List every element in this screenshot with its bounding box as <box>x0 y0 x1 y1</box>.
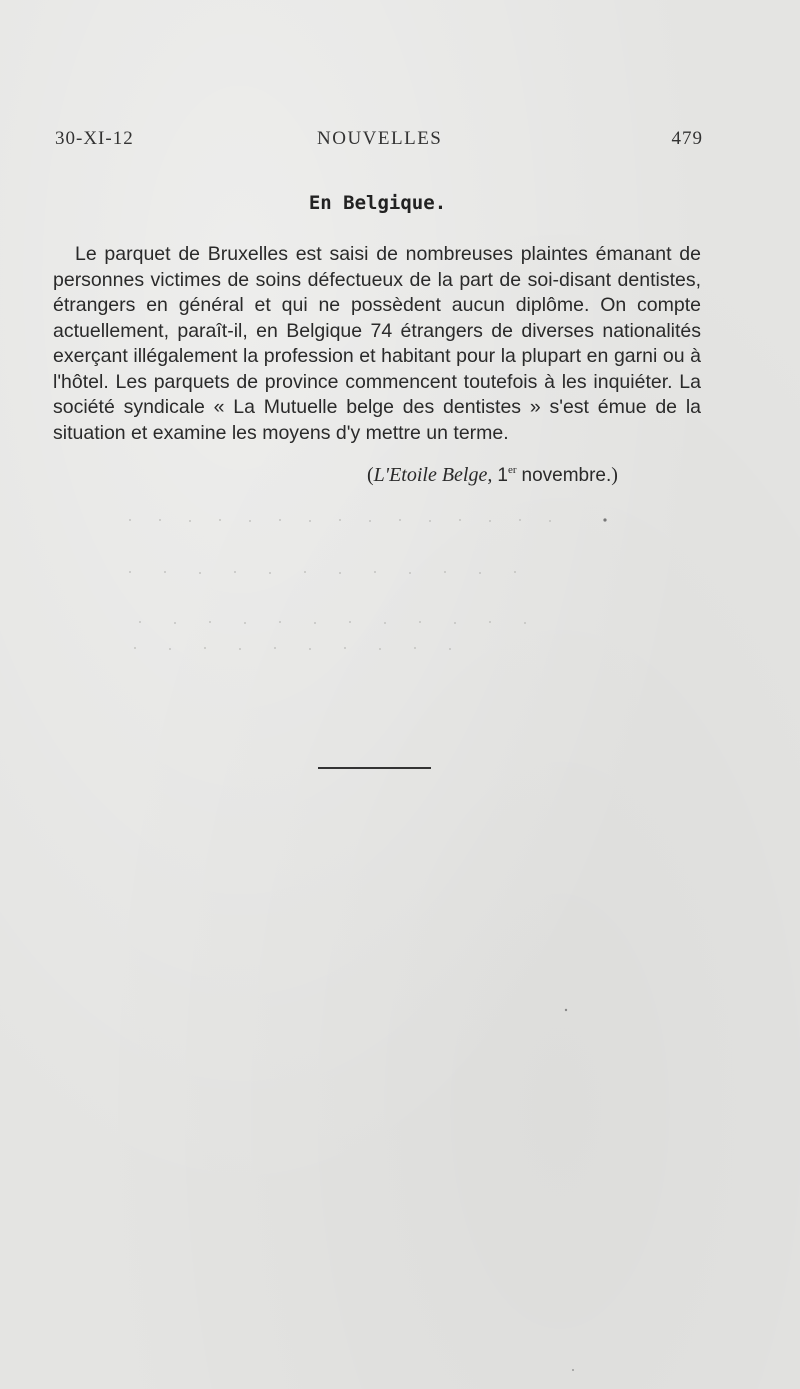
source-open-paren: ( <box>367 464 374 486</box>
source-publication: L'Etoile Belge, <box>373 464 493 486</box>
issue-date: 30-XI-12 <box>55 128 134 149</box>
source-month: novembre. <box>521 465 612 486</box>
source-day: 1 <box>497 465 508 486</box>
source-day-suffix: er <box>507 464 517 476</box>
running-head <box>55 128 703 158</box>
section-divider-rule <box>318 767 431 769</box>
article-paragraph: Le parquet de Bruxelles est saisi de nombreuses plaintes émanant de personnes victimes de soins défectueux de la part de soi-disant dentistes, étrangers en général et qui ne possèdent aucun diplôme. On compte actuellement, paraît-il, en Belgique 74 étrangers de diverses nationalités exerçant illégalement la profession et habitant pour la plupart en garni ou à l'hôtel. Les parquets de province commencent toutefois à les inquiéter. La société syndicale « La Mutuelle belge des dentistes » s'est émue de la situation et examine les moyens d'y mettre un terme. <box>53 243 701 444</box>
article-heading: En Belgique. <box>308 192 447 214</box>
article-source <box>367 464 618 487</box>
page-number: 479 <box>671 128 703 149</box>
section-title: NOUVELLES <box>317 128 443 149</box>
source-close-paren: ) <box>611 464 618 486</box>
